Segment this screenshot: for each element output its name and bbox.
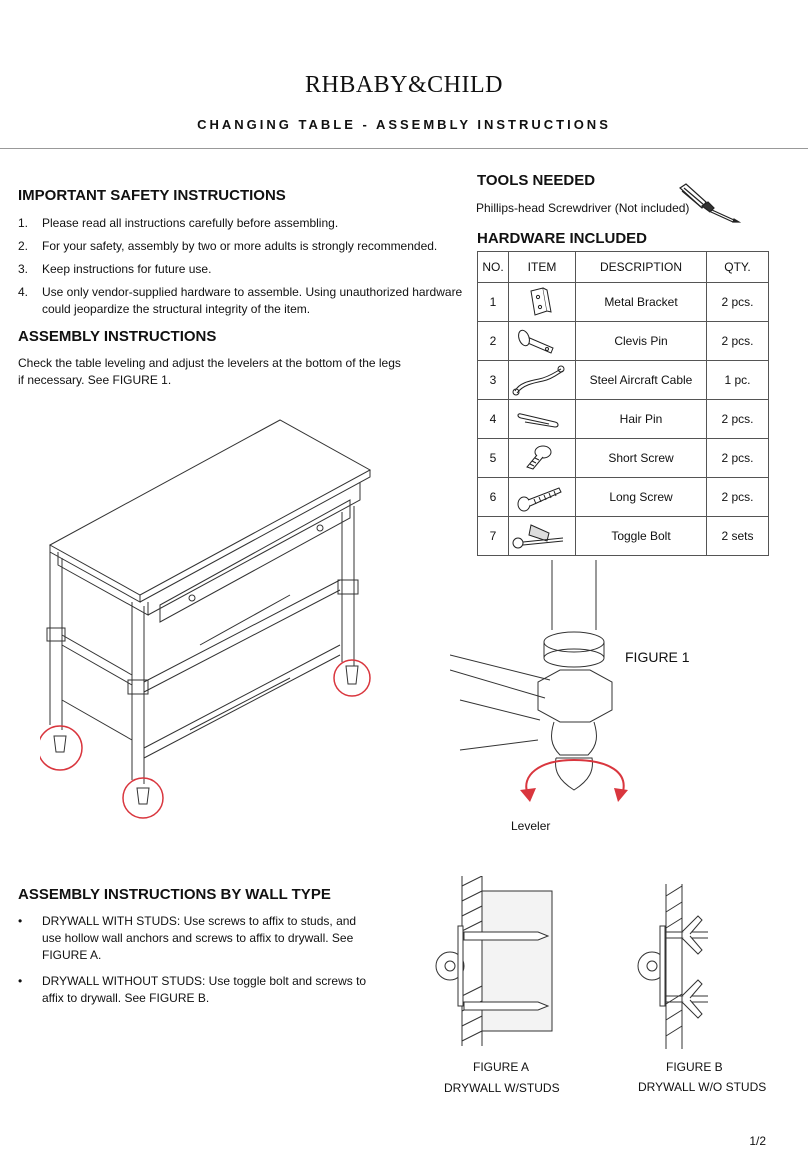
- column-header-item: ITEM: [509, 252, 576, 283]
- toggle-bolt-icon: [509, 519, 569, 553]
- figure-a-illustration: [430, 876, 560, 1046]
- leveler-label: Leveler: [511, 819, 551, 833]
- safety-item: 3. Keep instructions for future use.: [18, 262, 212, 276]
- safety-section: [18, 187, 468, 324]
- table-header-row: [478, 252, 769, 283]
- table-row: 3 Steel Aircraft Cable 1 pc.: [478, 361, 769, 400]
- safety-item: 2. For your safety, assembly by two or more adults is strongly recommended.: [18, 239, 438, 253]
- figure1-label: FIGURE 1: [625, 649, 690, 665]
- figure-b-illustration: [630, 884, 730, 1049]
- figure-a-label: FIGURE A: [473, 1060, 530, 1074]
- brand-logo: RHBABY&CHILD: [304, 72, 503, 98]
- hardware-heading: HARDWARE INCLUDED: [477, 230, 647, 247]
- assembly-heading: ASSEMBLY INSTRUCTIONS: [18, 328, 217, 345]
- tools-heading: TOOLS NEEDED: [477, 172, 596, 189]
- column-header-description: DESCRIPTION: [576, 252, 707, 283]
- figure1-leveler-illustration: [450, 560, 650, 830]
- assembly-text-line-1: Check the table leveling and adjust the levelers at the bottom of the legs: [18, 356, 401, 370]
- figure-b-label: FIGURE B: [666, 1060, 723, 1074]
- column-header-no: NO.: [478, 252, 509, 283]
- metal-bracket-icon: [509, 285, 569, 319]
- aircraft-cable-icon: [509, 363, 569, 397]
- wall-section: [18, 886, 378, 1013]
- tools-text: Phillips-head Screwdriver (Not included): [476, 201, 690, 215]
- figure-a-caption: DRYWALL W/STUDS: [444, 1081, 560, 1095]
- figure-b-caption: DRYWALL W/O STUDS: [638, 1080, 767, 1094]
- table-row: 4 Hair Pin 2 pcs.: [478, 400, 769, 439]
- header-divider: [0, 148, 808, 149]
- hardware-table: [477, 251, 769, 556]
- wall-item: • DRYWALL WITH STUDS: Use screws to affix to studs, and use hollow wall anchors and screws to affix to drywall. See FIGURE A.: [18, 914, 357, 962]
- table-row: 2 Clevis Pin 2 pcs.: [478, 322, 769, 361]
- table-row: 6 Long Screw 2 pcs.: [478, 478, 769, 517]
- long-screw-icon: [509, 480, 569, 514]
- assembly-section: [18, 328, 468, 389]
- safety-item: 1. Please read all instructions carefully before assembling.: [18, 216, 339, 230]
- table-row: 7 Toggle Bolt 2 sets: [478, 517, 769, 556]
- tools-section: [477, 172, 595, 189]
- wall-heading: ASSEMBLY INSTRUCTIONS BY WALL TYPE: [18, 886, 331, 903]
- assembly-text-line-2: if necessary. See FIGURE 1.: [18, 373, 172, 387]
- wall-item: • DRYWALL WITHOUT STUDS: Use toggle bolt and screws to affix to drywall. See FIGURE B.: [18, 974, 367, 1005]
- safety-heading: IMPORTANT SAFETY INSTRUCTIONS: [18, 187, 286, 204]
- hardware-section: [477, 230, 647, 247]
- clevis-pin-icon: [509, 324, 569, 358]
- short-screw-icon: [509, 441, 569, 475]
- column-header-qty: QTY.: [707, 252, 769, 283]
- screwdriver-icon: [676, 182, 742, 224]
- page-number: 1/2: [749, 1134, 766, 1148]
- table-row: 5 Short Screw 2 pcs.: [478, 439, 769, 478]
- changing-table-illustration: [40, 400, 380, 820]
- document-title: CHANGING TABLE - ASSEMBLY INSTRUCTIONS: [197, 117, 611, 132]
- safety-item: 4. Use only vendor-supplied hardware to assemble. Using unauthorized hardware could jeopardize the structural integrity of the item.: [18, 285, 463, 316]
- table-row: 1 Metal Bracket 2 pcs.: [478, 283, 769, 322]
- hair-pin-icon: [509, 402, 569, 436]
